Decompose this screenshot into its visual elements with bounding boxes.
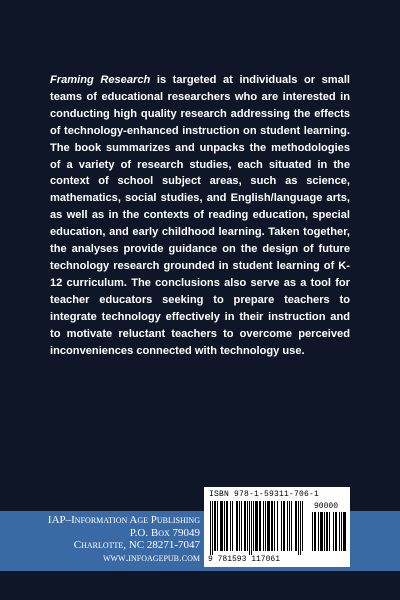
addon-barcode <box>312 512 346 555</box>
isbn-label: ISBN 978-1-59311-706-1 <box>209 490 320 499</box>
publisher-po-box: P.O. Box 79049 <box>129 526 200 539</box>
publisher-city: Charlotte, NC 28271-7047 <box>73 539 200 552</box>
publisher-name: IAP–Information Age Publishing <box>47 514 200 526</box>
publisher-website: www.infoagepub.com <box>102 551 200 564</box>
book-title: Framing Research <box>50 74 151 86</box>
barcode-box <box>204 487 350 567</box>
ean-barcode <box>210 501 306 555</box>
blurb-text: is targeted at individuals or small teams of educational researchers who are interested in conducting high quality research addressing the effects of technology-enhanced instruction on student learning. The book summarizes and unpacks the methodologies of a variety of research studies, each situated in the context of school subject areas, such as science, mathematics, social studies, and English/language arts, as well as in the contexts of reading education, special education, and early childhood learning. Taken together, the analyses provide guidance on the design of future technology research grounded in student learning of K-12 curriculum. The conclusions also serve as a tool for teacher educators seeking to prepare teachers to integrate technology effectively in their instruction and to motivate reluctant teachers to overcome perceived inconveniences connected with technology use. <box>50 74 350 357</box>
blurb-paragraph <box>50 72 350 359</box>
price-code: 90000 <box>314 502 339 511</box>
publisher-info <box>32 514 200 564</box>
barcode-digits: 9 781593 117061 <box>208 555 281 564</box>
